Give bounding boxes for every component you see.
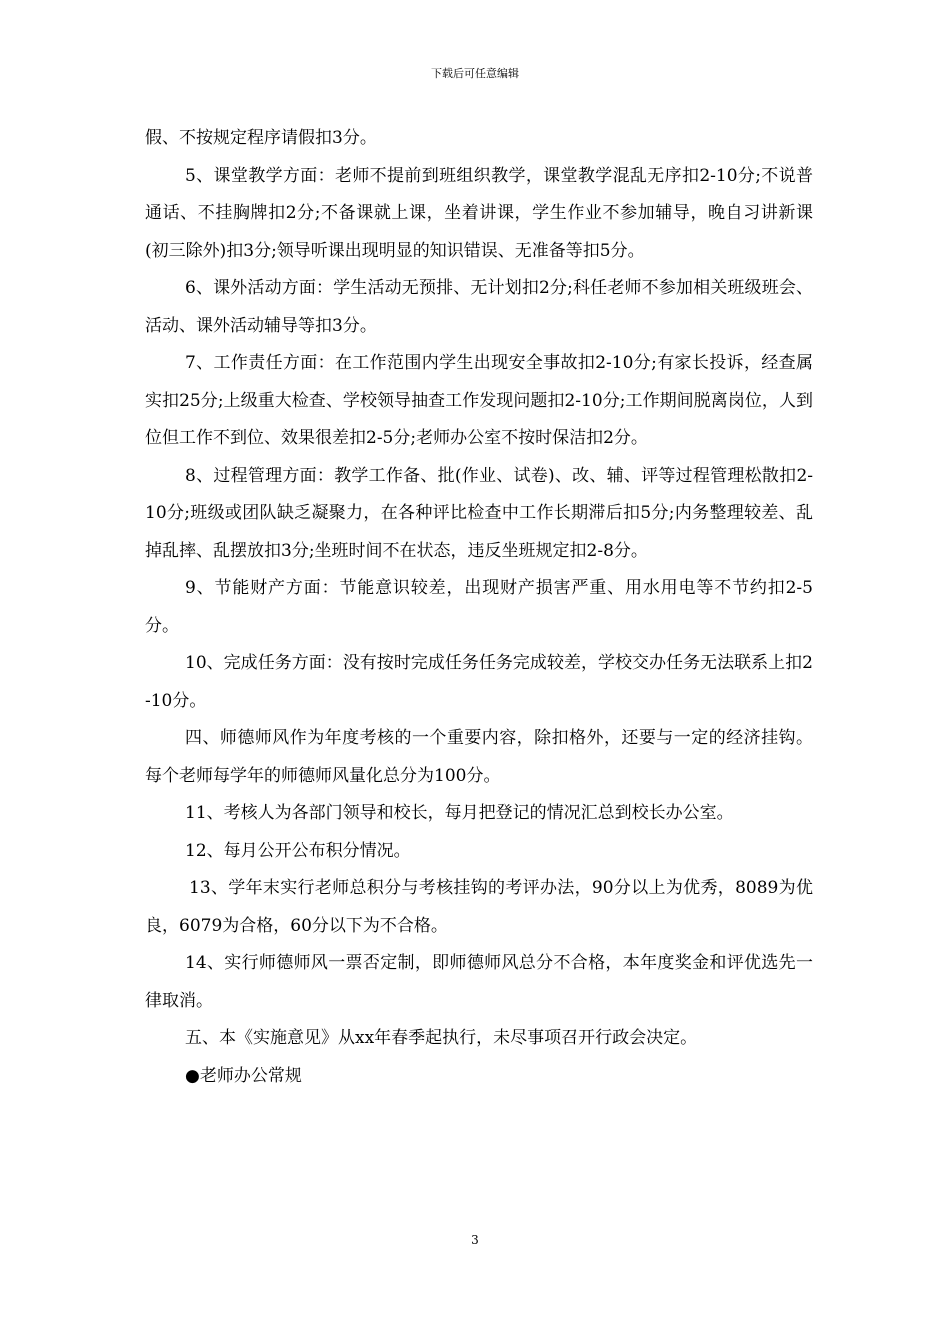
paragraph-office-heading: ●老师办公常规 — [185, 1065, 302, 1086]
page-header: 下载后可任意编辑 — [431, 67, 519, 80]
paragraph-leave-rule: 假、不按规定程序请假扣3分。 — [145, 128, 377, 148]
paragraph-classroom-teaching: 5、课堂教学方面：老师不提前到班组织教学，课堂教学混乱无序扣2-10分;不说普通话、不挂胸牌扣2分;不备课就上课，坐着讲课，学生作业不参加辅导，晚自习讲新课(初三除外)扣3分;领导听课出现明显的知识错误、无准备等扣5分。 — [145, 165, 813, 261]
paragraph-section-four: 四、师德师风作为年度考核的一个重要内容，除扣格外，还要与一定的经济挂钩。每个老师每学年的师德师风量化总分为100分。 — [145, 728, 813, 786]
paragraph-item-11: 11、考核人为各部门领导和校长，每月把登记的情况汇总到校长办公室。 — [185, 803, 734, 823]
paragraph-item-12: 12、每月公开公布积分情况。 — [185, 840, 411, 861]
paragraph-task-completion: 10、完成任务方面：没有按时完成任务任务完成较差，学校交办任务无法联系上扣2-10分。 — [145, 653, 813, 711]
paragraph-item-14: 14、实行师德师风一票否定制，即师德师风总分不合格，本年度奖金和评优选先一律取消。 — [145, 953, 813, 1011]
paragraph-section-five: 五、本《实施意见》从xx年春季起执行，未尽事项召开行政会决定。 — [185, 1028, 698, 1048]
paragraph-work-responsibility: 7、工作责任方面：在工作范围内学生出现安全事故扣2-10分;有家长投诉，经查属实扣25分;上级重大检查、学校领导抽查工作发现问题扣2-10分;工作期间脱离岗位，人到位但工作不到位、效果很差扣2-5分;老师办公室不按时保洁扣2分。 — [145, 353, 813, 448]
page-number: 3 — [471, 1233, 479, 1247]
paragraph-energy-property: 9、节能财产方面：节能意识较差，出现财产损害严重、用水用电等不节约扣2-5分。 — [145, 578, 813, 636]
paragraph-extracurricular: 6、课外活动方面：学生活动无预排、无计划扣2分;科任老师不参加相关班级班会、活动、课外活动辅导等扣3分。 — [145, 278, 813, 336]
paragraph-process-management: 8、过程管理方面：教学工作备、批(作业、试卷)、改、辅、评等过程管理松散扣2-10分;班级或团队缺乏凝聚力，在各种评比检查中工作长期滞后扣5分;内务整理较差、乱掉乱摔、乱摆放扣3分;坐班时间不在状态，违反坐班规定扣2-8分。 — [145, 465, 813, 561]
paragraph-item-13: 13、学年末实行老师总积分与考核挂钩的考评办法，90分以上为优秀，8089为优良，6079为合格，60分以下为不合格。 — [145, 878, 813, 936]
document-body — [145, 120, 813, 1095]
